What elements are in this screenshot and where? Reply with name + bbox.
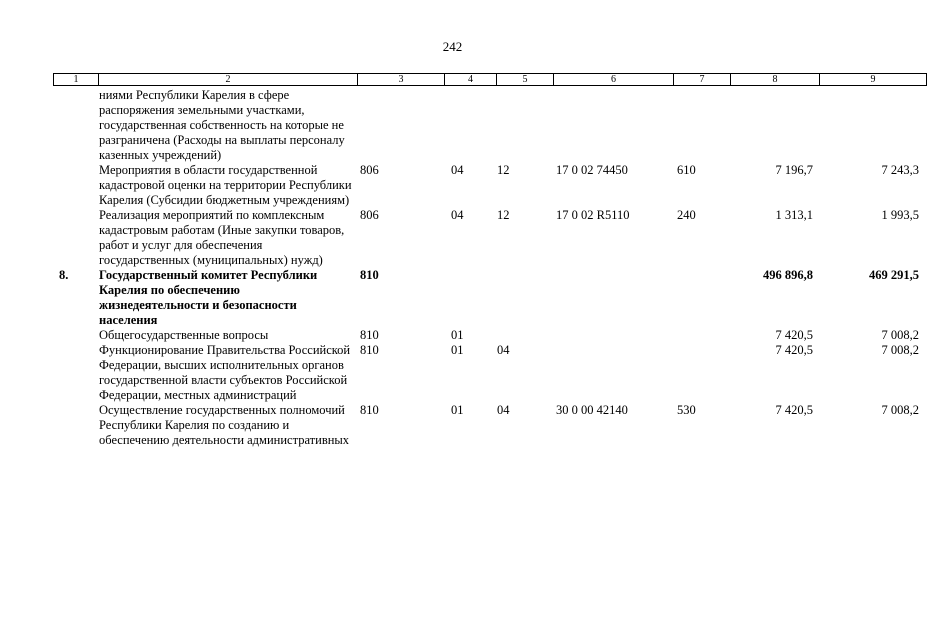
row-number [53, 208, 97, 268]
row-col3: 806 [360, 208, 379, 222]
table-row [53, 88, 925, 163]
header-cell: 1 [73, 74, 79, 85]
header-cell: 2 [98, 74, 357, 85]
header-cell: 7 [673, 74, 730, 85]
row-col6 [552, 88, 672, 163]
row-col6 [552, 343, 672, 403]
row-col4 [443, 268, 495, 328]
row-col8: 496 896,8 [763, 268, 813, 282]
row-number: 8. [59, 268, 69, 282]
row-col6: 30 0 00 42140 [556, 403, 628, 417]
row-col4: 04 [451, 208, 464, 222]
table-body [53, 88, 925, 448]
row-col9: 7 008,2 [881, 403, 919, 417]
row-col6 [552, 328, 672, 343]
row-name: ниями Республики Карелия в сфере распоряжения земельными участками, государственная собственность на которые не разграничена (Расходы на выплаты персоналу казенных учреждений) [99, 88, 345, 162]
row-col7: 530 [677, 403, 696, 417]
row-col7 [672, 343, 729, 403]
row-col4 [443, 88, 495, 163]
header-cell: 5 [496, 74, 553, 85]
row-col8: 7 420,5 [775, 343, 813, 357]
row-col9: 7 008,2 [881, 328, 919, 342]
row-col9: 469 291,5 [869, 268, 919, 282]
row-number [53, 88, 97, 163]
row-col5: 04 [497, 403, 510, 417]
row-col7 [672, 88, 729, 163]
row-col9: 7 008,2 [881, 343, 919, 357]
row-col9: 7 243,3 [881, 163, 919, 177]
page-number: 242 [442, 39, 463, 54]
row-col4: 04 [451, 163, 464, 177]
row-col5 [495, 328, 552, 343]
header-cell: 6 [553, 74, 673, 85]
row-col9 [818, 88, 925, 163]
table-row [53, 328, 925, 343]
row-col5: 04 [497, 343, 510, 357]
row-name: Функционирование Правительства Российской Федерации, высших исполнительных органов государственной власти субъектов Российской Федерации, местных администраций [99, 343, 351, 402]
row-number [53, 403, 97, 448]
header-cell: 8 [730, 74, 819, 85]
row-col8: 1 313,1 [775, 208, 813, 222]
row-name: Реализация мероприятий по комплексным кадастровым работам (Иные закупки товаров, работ и услуг для обеспечения государственных (муниципальных) нужд) [99, 208, 345, 267]
row-number [53, 343, 97, 403]
table-row [53, 163, 925, 208]
row-col4: 01 [451, 403, 464, 417]
row-col4: 01 [451, 328, 464, 342]
header-cell: 3 [357, 74, 444, 85]
row-col9: 1 993,5 [881, 208, 919, 222]
row-col4: 01 [451, 343, 464, 357]
row-col5: 12 [497, 208, 510, 222]
row-col3: 810 [360, 328, 379, 342]
table-row [53, 343, 925, 403]
row-col6: 17 0 02 R5110 [556, 208, 630, 222]
row-col3: 810 [360, 268, 379, 282]
row-col6 [552, 268, 672, 328]
row-col8 [729, 88, 818, 163]
row-col6: 17 0 02 74450 [556, 163, 628, 177]
row-name: Осуществление государственных полномочий Республики Карелия по созданию и обеспечению деятельности административных [99, 403, 350, 447]
row-col5: 12 [497, 163, 510, 177]
row-col3 [356, 88, 443, 163]
table-row-section [53, 268, 925, 328]
row-col7 [672, 268, 729, 328]
header-cell: 9 [819, 74, 926, 85]
header-cell: 4 [444, 74, 496, 85]
table-row [53, 403, 925, 448]
row-name: Общегосударственные вопросы [99, 328, 269, 342]
row-col8: 7 196,7 [775, 163, 813, 177]
row-col3: 806 [360, 163, 379, 177]
row-col5 [495, 268, 552, 328]
row-col8: 7 420,5 [775, 403, 813, 417]
row-col3: 810 [360, 343, 379, 357]
row-number [53, 163, 97, 208]
row-col7 [672, 328, 729, 343]
row-number [53, 328, 97, 343]
row-col7: 240 [677, 208, 696, 222]
table-header [53, 73, 927, 86]
row-name: Мероприятия в области государственной кадастровой оценки на территории Республики Карелия (Субсидии бюджетным учреждениям) [99, 163, 352, 207]
row-col5 [495, 88, 552, 163]
row-name: Государственный комитет Республики Карелия по обеспечению жизнедеятельности и безопасности населения [99, 268, 318, 327]
row-col8: 7 420,5 [775, 328, 813, 342]
row-col3: 810 [360, 403, 379, 417]
row-col7: 610 [677, 163, 696, 177]
table-row [53, 208, 925, 268]
